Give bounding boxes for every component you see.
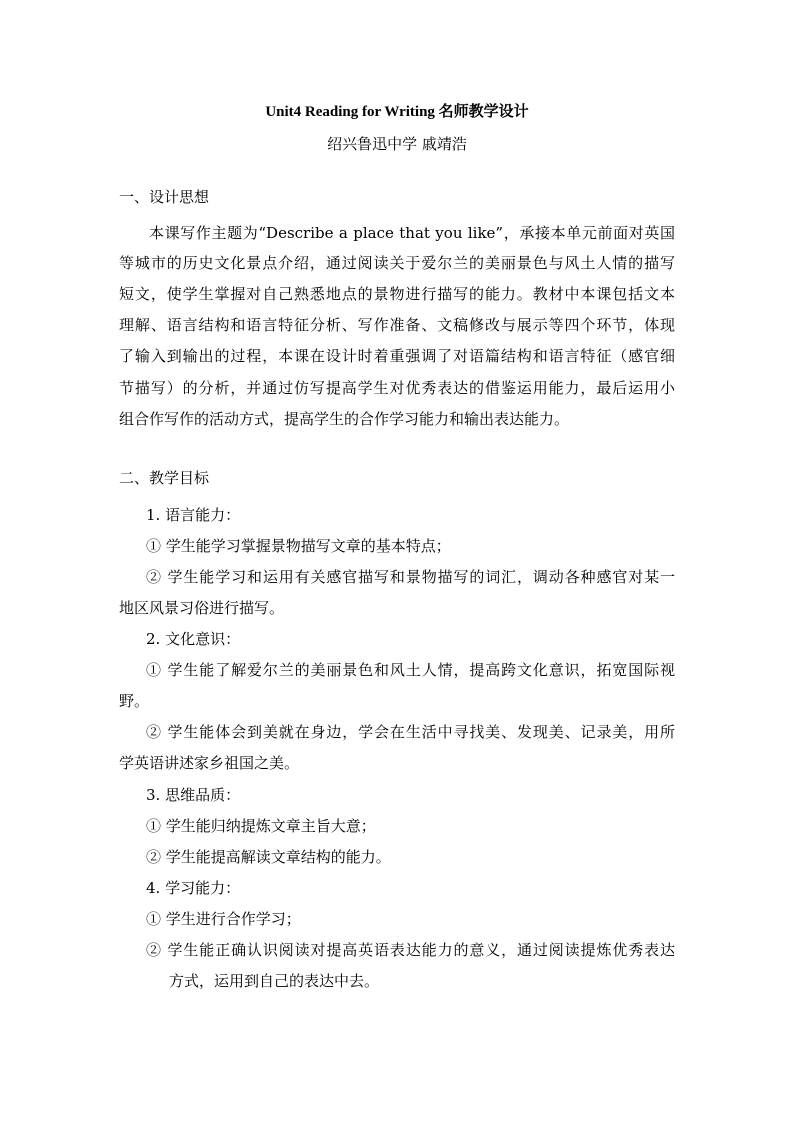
- goal-point-continuation: 地区风景习俗进行描写。: [119, 599, 285, 617]
- document-author: 绍兴鲁迅中学 戚靖浩: [327, 135, 467, 153]
- paragraph-line: 节描写）的分析，并通过仿写提高学生对优秀表达的借鉴运用能力，最后运用小: [119, 379, 675, 397]
- goal-point: ① 学生能了解爱尔兰的美丽景色和风土人情，提高跨文化意识，拓宽国际视: [146, 661, 675, 679]
- goal-point-continuation: 学英语讲述家乡祖国之美。: [119, 754, 300, 772]
- paragraph-line: 理解、语言结构和语言特征分析、写作准备、文稿修改与展示等四个环节，体现: [119, 316, 675, 334]
- goal-point-continuation: 野。: [119, 692, 150, 710]
- goal-point: ① 学生能归纳提炼文章主旨大意；: [146, 817, 376, 835]
- paragraph-line: 短文，使学生掌握对自己熟悉地点的景物进行描写的能力。教材中本课包括文本: [119, 285, 675, 303]
- goal-label-learning: 4. 学习能力：: [146, 879, 241, 897]
- goal-point: ① 学生进行合作学习；: [146, 910, 301, 928]
- section-heading-design-idea: 一、设计思想: [119, 188, 210, 206]
- goal-point-continuation: 方式，运用到自己的表达中去。: [169, 972, 380, 990]
- goal-label-thinking: 3. 思维品质：: [146, 786, 241, 804]
- goal-point: ② 学生能学习和运用有关感官描写和景物描写的词汇，调动各种感官对某一: [146, 568, 675, 586]
- section-heading-teaching-goals: 二、教学目标: [119, 469, 210, 487]
- paragraph-line: 了输入到输出的过程，本课在设计时着重强调了对语篇结构和语言特征（感官细: [119, 347, 675, 365]
- document-title: Unit4 Reading for Writing 名师教学设计: [265, 104, 529, 120]
- goal-point: ② 学生能提高解读文章结构的能力。: [146, 848, 391, 866]
- goal-label-language: 1. 语言能力：: [146, 506, 241, 524]
- goal-label-culture: 2. 文化意识：: [146, 630, 241, 648]
- paragraph-line: 本课写作主题为“Describe a place that you like”，承接本单元前面对英国: [149, 224, 675, 242]
- goal-point: ① 学生能学习掌握景物描写文章的基本特点；: [146, 537, 451, 555]
- paragraph-line: 等城市的历史文化景点介绍，通过阅读关于爱尔兰的美丽景色与风土人情的描写: [119, 254, 675, 272]
- goal-point: ② 学生能正确认识阅读对提高英语表达能力的意义，通过阅读提炼优秀表达: [146, 941, 675, 959]
- goal-point: ② 学生能体会到美就在身边，学会在生活中寻找美、发现美、记录美，用所: [146, 723, 675, 741]
- paragraph-line: 组合作写作的活动方式，提高学生的合作学习能力和输出表达能力。: [119, 410, 570, 428]
